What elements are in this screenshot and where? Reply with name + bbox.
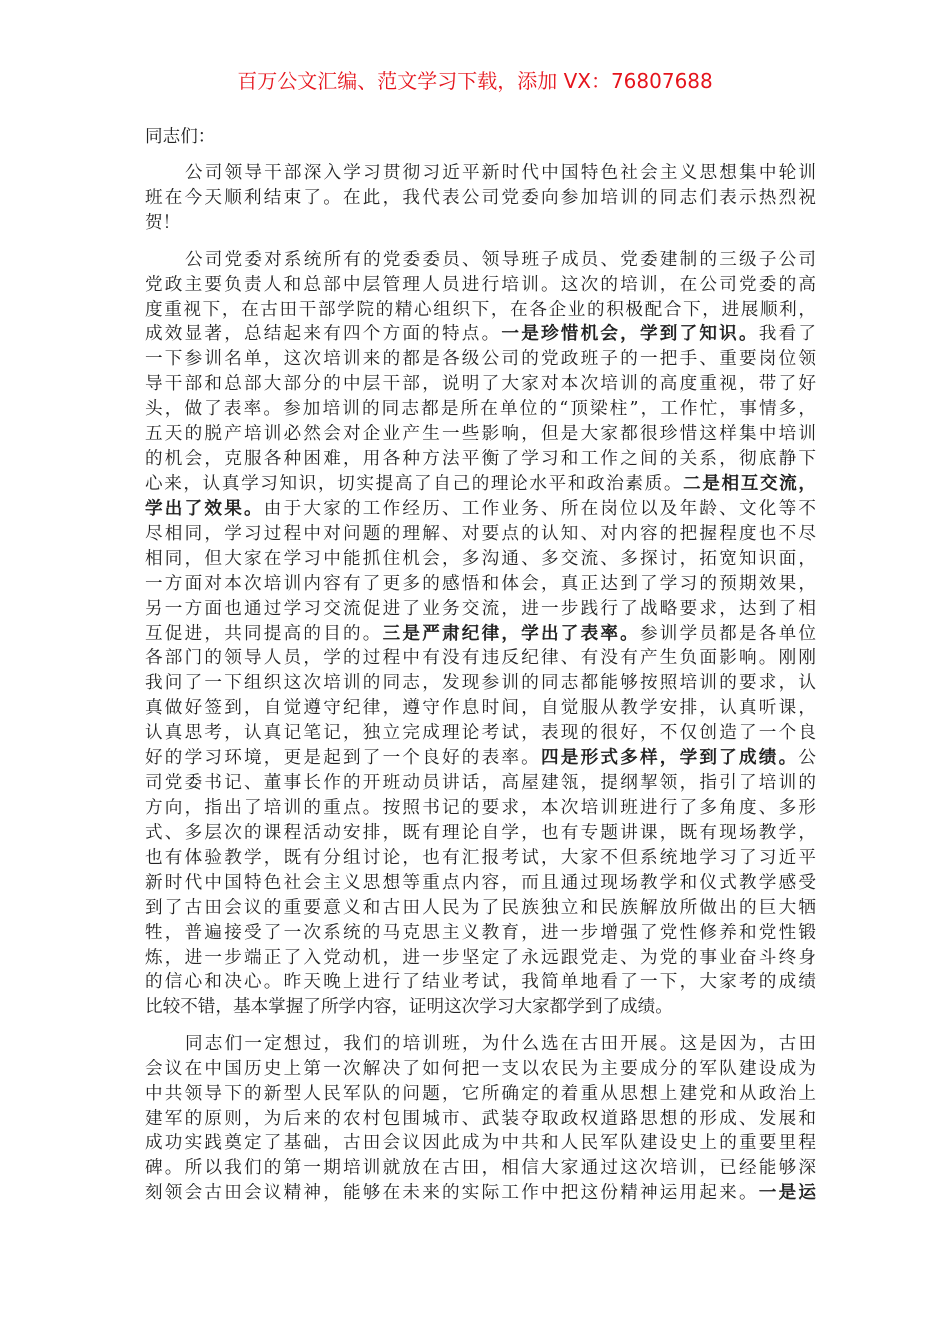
body-text: 到了古田会议的重要意义和古田人民为了民族独立和民族解放所做出的巨大牺 bbox=[145, 897, 816, 918]
bold-heading-text: 三是严肃纪律，学出了表率。 bbox=[382, 622, 640, 644]
text-line bbox=[145, 671, 816, 696]
body-text: 司党委书记、董事长作的开班动员讲话，高屋建瓴，提纲挈领，指引了培训的 bbox=[145, 773, 816, 794]
body-text: 参训学员都是各单位 bbox=[639, 623, 816, 644]
body-text: 炼，进一步端正了入党动机，进一步坚定了永远跟党走、为党的事业奋斗终身 bbox=[145, 947, 816, 968]
text-line bbox=[145, 447, 816, 472]
body-text: 公司领导干部深入学习贯彻习近平新时代中国特色社会主义思想集中轮训 bbox=[185, 163, 816, 184]
body-text: 碑。所以我们的第一期培训就放在古田，相信大家通过这次培训，已经能够深 bbox=[145, 1158, 816, 1179]
body-text: 比较不错，基本掌握了所学内容，证明这次学习大家都学到了成绩。 bbox=[145, 997, 673, 1018]
text-line bbox=[145, 1181, 816, 1206]
text-line bbox=[145, 211, 816, 236]
text-line bbox=[145, 796, 816, 821]
body-text: 的机会，克服各种困难，用各种方法平衡了学习和工作之间的关系，彻底静下 bbox=[145, 449, 816, 470]
body-text: 我看了 bbox=[758, 324, 816, 345]
text-line bbox=[145, 397, 816, 422]
body-text: 心来，认真学习知识，切实提高了自己的理论水平和政治素质。 bbox=[145, 473, 684, 494]
body-text: 式、多层次的课程活动安排，既有理论自学，也有专题讲课，既有现场教学， bbox=[145, 822, 816, 843]
body-text: 中共领导下的新型人民军队的问题，它所确定的着重从思想上建党和从政治上 bbox=[145, 1083, 816, 1104]
paragraph bbox=[145, 161, 816, 236]
bold-heading-text: 一是珍惜机会，学到了知识。 bbox=[501, 323, 759, 345]
body-text: 方向，指出了培训的重点。按照书记的要求，本次培训班进行了多角度、多形 bbox=[145, 797, 816, 818]
body-text: 真做好签到，自觉遵守纪律，遵守作息时间，自觉服从教学安排，认真听课， bbox=[145, 698, 816, 719]
text-line bbox=[145, 347, 816, 372]
text-line bbox=[145, 472, 816, 497]
text-line bbox=[145, 547, 816, 572]
text-line bbox=[145, 186, 816, 211]
body-text: 成效显著，总结起来有四个方面的特点。 bbox=[145, 324, 502, 345]
paragraph-gap bbox=[145, 236, 816, 248]
body-text: 由于大家的工作经历、工作业务、所在岗位以及年龄、文化等不 bbox=[263, 498, 816, 519]
bold-heading-text: 学出了效果。 bbox=[145, 497, 264, 519]
watermark-header: 百万公文汇编、范文学习下载，添加 VX：76807688 bbox=[237, 69, 713, 93]
body-text: 建军的原则，为后来的农村包围城市、武装夺取政权道路思想的形成、发展和 bbox=[145, 1108, 816, 1129]
body-text: 导干部和总部大部分的中层干部，说明了大家对本次培训的高度重视，带了好 bbox=[145, 374, 816, 395]
text-line bbox=[145, 946, 816, 971]
body-text: 新时代中国特色社会主义思想等重点内容，而且通过现场教学和仪式教学感受 bbox=[145, 872, 816, 893]
text-line bbox=[145, 871, 816, 896]
body-text: 互促进，共同提高的目的。 bbox=[145, 623, 383, 644]
bold-heading-text: 二是相互交流， bbox=[683, 472, 816, 494]
text-line bbox=[145, 322, 816, 347]
text-line bbox=[145, 896, 816, 921]
body-text: 相同，但大家在学习中能抓住机会，多沟通、多交流、多探讨，拓宽知识面， bbox=[145, 548, 816, 569]
body-text: 公司党委对系统所有的党委委员、领导班子成员、党委建制的三级子公司 bbox=[185, 249, 816, 270]
text-line bbox=[145, 921, 816, 946]
paragraph-gap bbox=[145, 1020, 816, 1032]
body-text: 我问了一下组织这次培训的同志，发现参训的同志都能够按照培训的要求，认 bbox=[145, 673, 816, 694]
text-line bbox=[145, 846, 816, 871]
text-line bbox=[145, 522, 816, 547]
body-text: 公 bbox=[798, 748, 816, 769]
body-text: 同志们： bbox=[145, 127, 216, 147]
body-text: 各部门的领导人员，学的过程中有没有违反纪律、有没有产生负面影响。刚刚 bbox=[145, 648, 816, 669]
text-line bbox=[145, 771, 816, 796]
text-line bbox=[145, 298, 816, 323]
text-line bbox=[145, 646, 816, 671]
body-text: 好的学习环境，更是起到了一个良好的表率。 bbox=[145, 748, 541, 769]
body-text: 牲，普遍接受了一次系统的马克思主义教育，进一步增强了党性修养和党性锻 bbox=[145, 922, 816, 943]
text-line bbox=[145, 1057, 816, 1082]
body-text: 贺！ bbox=[145, 213, 181, 234]
text-line bbox=[145, 1032, 816, 1057]
text-line bbox=[145, 1131, 816, 1156]
text-line bbox=[145, 597, 816, 622]
text-line bbox=[145, 1156, 816, 1181]
text-line bbox=[145, 422, 816, 447]
paragraph bbox=[145, 248, 816, 1021]
body-text: 成功实践奠定了基础，古田会议因此成为中共和人民军队建设史上的重要里程 bbox=[145, 1133, 816, 1154]
salutation bbox=[145, 125, 816, 150]
body-text: 班在今天顺利结束了。在此，我代表公司党委向参加培训的同志们表示热烈祝 bbox=[145, 188, 816, 209]
body-text: 五天的脱产培训必然会对企业产生一些影响，但是大家都很珍惜这样集中培训 bbox=[145, 424, 816, 445]
text-line bbox=[145, 161, 816, 186]
body-text: 刻领会古田会议精神，能够在未来的实际工作中把这份精神运用起来。 bbox=[145, 1183, 759, 1204]
text-line bbox=[145, 696, 816, 721]
text-line bbox=[145, 721, 816, 746]
body-text: 也有体验教学，既有分组讨论，也有汇报考试，大家不但系统地学习了习近平 bbox=[145, 847, 816, 868]
text-line bbox=[145, 746, 816, 771]
text-line bbox=[145, 1082, 816, 1107]
body-text: 会议在中国历史上第一次解决了如何把一支以农民为主要成分的军队建设成为 bbox=[145, 1058, 816, 1079]
text-line bbox=[145, 821, 816, 846]
text-line bbox=[145, 622, 816, 647]
body-text: 头，做了表率。参加培训的同志都是所在单位的“顶梁柱”，工作忙，事情多， bbox=[145, 399, 816, 420]
body-text: 党政主要负责人和总部中层管理人员进行培训。这次的培训，在公司党委的高 bbox=[145, 274, 816, 295]
paragraph-gap bbox=[145, 150, 816, 162]
body-text: 尽相同，学习过程中对问题的理解、对要点的认知、对内容的把握程度也不尽 bbox=[145, 523, 816, 544]
body-text: 同志们一定想过，我们的培训班，为什么选在古田开展。这是因为，古田 bbox=[185, 1033, 816, 1054]
text-line bbox=[145, 497, 816, 522]
body-text: 另一方面也通过学习交流促进了业务交流，进一步践行了战略要求，达到了相 bbox=[145, 598, 816, 619]
body-text: 度重视下，在古田干部学院的精心组织下，在各企业的积极配合下，进展顺利， bbox=[145, 299, 816, 320]
text-line bbox=[145, 372, 816, 397]
body-text: 的信心和决心。昨天晚上进行了结业考试，我简单地看了一下，大家考的成绩 bbox=[145, 972, 816, 993]
text-line bbox=[145, 1107, 816, 1132]
text-line bbox=[145, 248, 816, 273]
text-line bbox=[145, 995, 816, 1020]
bold-heading-text: 四是形式多样，学到了成绩。 bbox=[540, 747, 799, 769]
body-text: 认真思考，认真记笔记，独立完成理论考试，表现的很好，不仅创造了一个良 bbox=[145, 723, 816, 744]
body-text: 一下参训名单，这次培训来的都是各级公司的党政班子的一把手、重要岗位领 bbox=[145, 349, 816, 370]
text-line bbox=[145, 572, 816, 597]
text-line bbox=[145, 273, 816, 298]
body-text: 一方面对本次培训内容有了更多的感悟和体会，真正达到了学习的预期效果， bbox=[145, 573, 816, 594]
text-line bbox=[145, 970, 816, 995]
text-line bbox=[145, 125, 816, 150]
document-body bbox=[145, 125, 816, 1206]
paragraph bbox=[145, 1032, 816, 1206]
bold-heading-text: 一是运 bbox=[758, 1182, 816, 1204]
